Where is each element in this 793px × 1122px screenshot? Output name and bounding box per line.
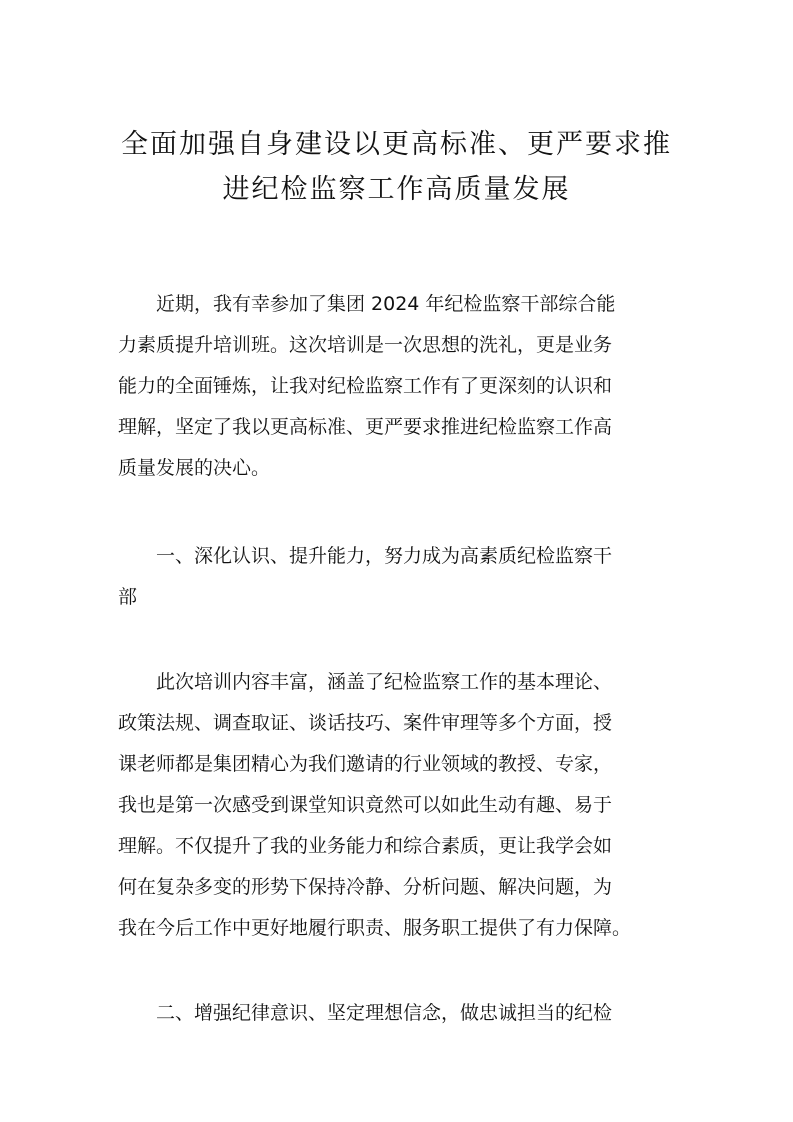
paragraph-line: 能力的全面锤炼，让我对纪检监察工作有了更深刻的认识和 [118, 375, 613, 397]
section-heading-line: 部 [118, 586, 138, 608]
paragraph-line: 课老师都是集团精心为我们邀请的行业领域的教授、专家， [118, 753, 613, 775]
document-title-line-2: 进纪检监察工作高质量发展 [222, 174, 571, 205]
paragraph-line: 我也是第一次感受到课堂知识竟然可以如此生动有趣、易于 [118, 794, 613, 816]
section-heading-line: 一、深化认识、提升能力，努力成为高素质纪检监察干 [118, 545, 613, 567]
paragraph-line: 近期，我有幸参加了集团 2024 年纪检监察干部综合能 [118, 293, 616, 315]
paragraph-line: 理解。不仅提升了我的业务能力和综合素质，更让我学会如 [118, 835, 613, 857]
section-heading-line: 二、增强纪律意识、坚定理想信念，做忠诚担当的纪检 [118, 1002, 613, 1024]
paragraph-line: 何在复杂多变的形势下保持冷静、分析问题、解决问题，为 [118, 876, 613, 898]
paragraph-line: 力素质提升培训班。这次培训是一次思想的洗礼，更是业务 [118, 334, 613, 356]
paragraph-line: 质量发展的决心。 [118, 457, 271, 479]
paragraph-line: 我在今后工作中更好地履行职责、服务职工提供了有力保障。 [118, 917, 632, 939]
paragraph-line: 政策法规、调查取证、谈话技巧、案件审理等多个方面，授 [118, 712, 613, 734]
document-title-line-1: 全面加强自身建设以更高标准、更严要求推 [121, 129, 672, 160]
paragraph-line: 理解，坚定了我以更高标准、更严要求推进纪检监察工作高 [118, 416, 613, 438]
paragraph-line: 此次培训内容丰富，涵盖了纪检监察工作的基本理论、 [118, 671, 613, 693]
